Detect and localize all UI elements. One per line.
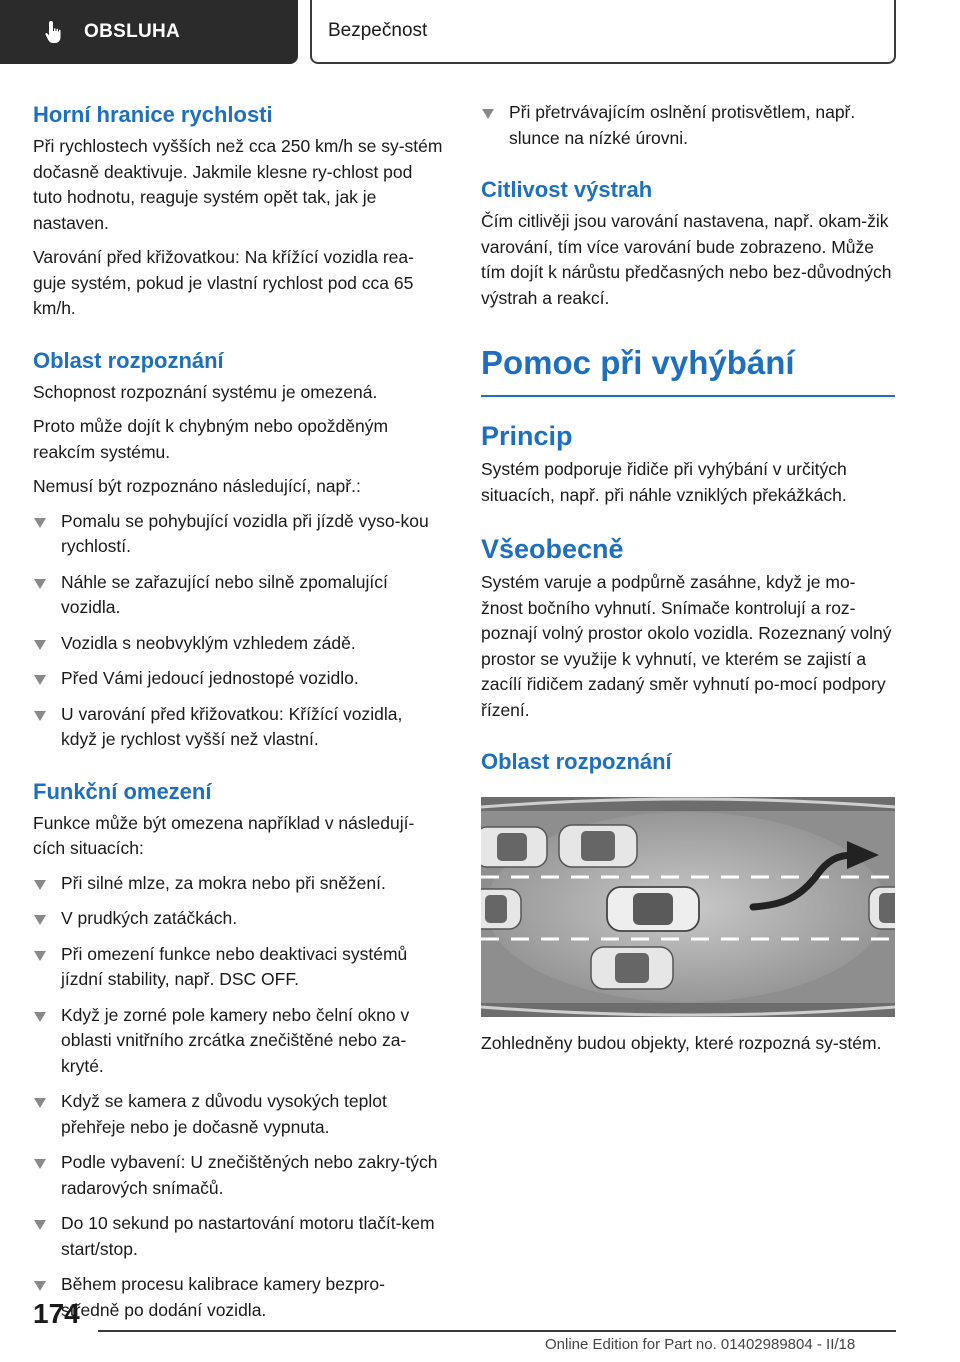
list-item [33,942,443,993]
footer-divider [98,1330,896,1332]
list-item [33,666,443,692]
list-item [33,702,443,753]
paragraph: Funkce může být omezena například v následují‐cích situacích: [33,812,415,858]
edition-note: Online Edition for Part no. 01402989804 - II/18 [545,1336,856,1353]
bullet-triangle-icon [34,1098,46,1108]
list-item-text: Při omezení funkce nebo deaktivaci systémů jízdní stability, např. DSC OFF. [61,943,408,989]
bullet-list [481,100,895,151]
list-item [33,906,443,932]
bullet-list [33,509,443,753]
paragraph: Čím citlivěji jsou varování nastavena, např. okam‐žik varování, tím více varování bude zobrazeno. Může tím dojít k nárůstu předčasných nebo bez‐důvodných výstrah a reakcí. [481,211,892,308]
list-item [33,1003,443,1080]
list-item-text: V prudkých zatáčkách. [61,908,238,928]
car-front-top [559,825,637,867]
bullet-list [33,871,443,1324]
list-item-text: Při přetrvávajícím oslnění protisvětlem, např. slunce na nízké úrovni. [509,102,856,148]
right-column [481,100,895,1066]
bullet-triangle-icon [34,640,46,650]
paragraph: Nemusí být rozpoznáno následující, např.: [33,476,361,496]
section-heading-function-limits: Funkční omezení [33,778,212,804]
hand-pointer-icon [42,18,70,46]
paragraph: Při rychlostech vyšších než cca 250 km/h se sy‐stém dočasně deaktivuje. Jakmile klesne ry‐chlost pod tuto hodnotu, reaguje systém opět tak, jak je nastaven. [33,136,443,233]
section-heading-detection-range-2: Oblast rozpoznání [481,749,672,774]
list-item [33,1089,443,1140]
list-item-text: Pomalu se pohybující vozidla při jízdě vyso‐kou rychlostí. [61,510,429,556]
list-item-text: U varování před křižovatkou: Křížící vozidla, když je rychlost vyšší než vlastní. [61,703,403,749]
section-tab[interactable] [310,0,896,64]
list-item-text: Při silné mlze, za mokra nebo při sněžení. [61,872,386,893]
list-item-text: Během procesu kalibrace kamery bezpro‐středně po dodání vozidla. [61,1274,385,1320]
page-number: 174 [33,1298,80,1329]
list-item [33,1211,443,1262]
car-right-obstacle [869,887,895,929]
list-item [33,871,443,897]
page-header [0,0,960,66]
own-car [607,887,699,931]
paragraph: Varování před křižovatkou: Na křížící vozidla rea‐guje systém, pokud je vlastní rychlost pod cca 65 km/h. [33,247,414,318]
section-heading-general: Všeobecně [481,534,624,564]
bullet-triangle-icon [482,109,494,119]
list-item-text: Náhle se zařazující nebo silně zpomalující vozidla. [61,571,388,617]
list-item-text: Před Vámi jedoucí jednostopé vozidlo. [61,668,359,688]
left-column [33,100,443,1333]
list-item [33,1272,443,1323]
section-heading-detection-range: Oblast rozpoznání [33,347,224,373]
bullet-triangle-icon [34,518,46,528]
paragraph: Systém varuje a podpůrně zasáhne, když je mo‐žnost bočního vyhnutí. Snímače kontrolují a roz‐poznají volný prostor okolo vozidla. Rozeznaný volný prostor se využije k vyhnutí, ve kterém se zajistí a zacílí řidičem zadaný směr vyhnutí po‐mocí podpory řízení. [481,572,892,720]
section-label: Bezpečnost [328,20,428,41]
list-item-text: Vozidla s neobvyklým vzhledem zádě. [61,632,356,653]
list-item-text: Když se kamera z důvodu vysokých teplot přehřeje nebo je dočasně vypnuta. [61,1091,387,1137]
section-heading-warning-sensitivity: Citlivost výstrah [481,177,653,202]
list-item [33,631,443,657]
figure-caption: Zohledněny budou objekty, které rozpozná sy‐stém. [481,1033,882,1053]
paragraph: Systém podporuje řidiče při vyhýbání v určitých situacích, např. při náhle vzniklých překážkách. [481,459,847,505]
bullet-triangle-icon [34,1012,46,1022]
section-heading-principle: Princip [481,421,573,451]
list-item [33,509,443,560]
bullet-triangle-icon [34,880,46,890]
chapter-label: OBSLUHA [84,21,181,42]
list-item [481,100,895,151]
list-item-text: Do 10 sekund po nastartování motoru tlačít‐kem start/stop. [61,1213,435,1259]
bullet-triangle-icon [34,675,46,685]
car-lower-lane [591,947,673,989]
bullet-triangle-icon [34,915,46,925]
bullet-triangle-icon [34,951,46,961]
paragraph: Proto může dojít k chybným nebo opožděným reakcím systému. [33,416,389,462]
evasion-assist-illustration [481,797,895,1017]
list-item-text: Když je zorné pole kamery nebo čelní okno v oblasti vnitřního zrcátka znečištěné nebo za‐kryté. [61,1004,410,1076]
car-left-top [481,827,547,867]
list-item-text: Podle vybavení: U znečištěných nebo zakry‐tých radarových snímačů. [61,1152,438,1198]
bullet-triangle-icon [34,1281,46,1291]
bullet-triangle-icon [34,579,46,589]
chapter-tab[interactable] [0,0,298,64]
bullet-triangle-icon [34,711,46,721]
car-left-mid [481,889,521,929]
bullet-triangle-icon [34,1159,46,1169]
list-item [33,570,443,621]
paragraph: Schopnost rozpoznání systému je omezená. [33,381,378,402]
list-item [33,1150,443,1201]
chapter-title: Pomoc při vyhýbání [481,341,895,397]
bullet-triangle-icon [34,1220,46,1230]
section-heading-speed-limit: Horní hranice rychlosti [33,102,273,127]
